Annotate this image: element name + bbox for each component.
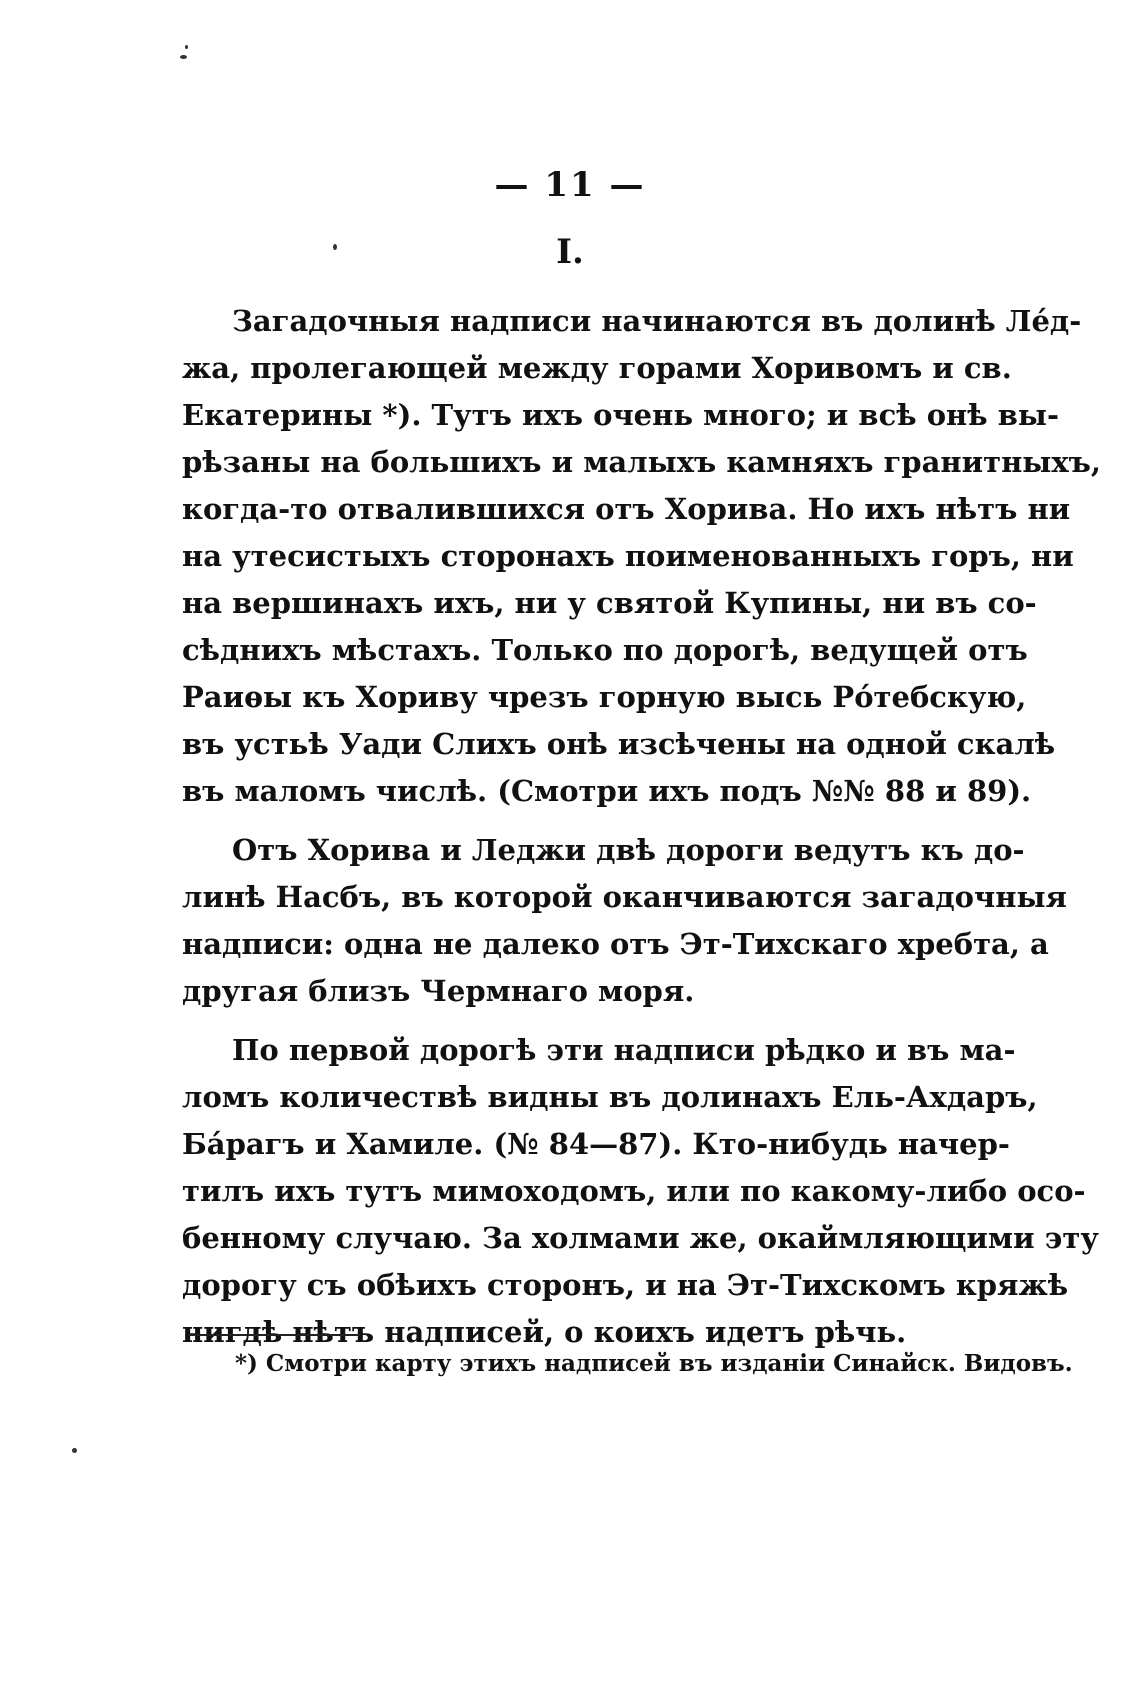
text-line: линѣ Насбъ, въ которой оканчиваются загадочныя: [182, 880, 1067, 914]
text-line: дорогу съ обѣихъ сторонъ, и на Эт-Тихскомъ кряжѣ: [182, 1268, 1069, 1302]
text-line: на утесистыхъ сторонахъ поименованныхъ горъ, ни: [182, 539, 1074, 573]
text-line: на вершинахъ ихъ, ни у святой Купины, ни въ со-: [182, 586, 1037, 620]
scan-speck: [333, 244, 337, 250]
text-line: другая близъ Чермнаго моря.: [182, 974, 695, 1008]
text-line: надписи: одна не далеко отъ Эт-Тихскаго хребта, а: [182, 927, 1049, 961]
text-line: Загадочныя надписи начинаются въ долинѣ Лéд-: [232, 304, 1082, 338]
footnote-rule: [188, 1334, 360, 1336]
scan-speck: [185, 45, 188, 49]
text-line: нигдѣ нѣтъ надписей, о коихъ идетъ рѣчь.: [182, 1315, 907, 1349]
body-text: [182, 298, 1102, 1356]
text-line: По первой дорогѣ эти надписи рѣдко и въ ма-: [232, 1033, 1016, 1067]
text-line: ломъ количествѣ видны въ долинахъ Ель-Ахдаръ,: [182, 1080, 1038, 1114]
text-line: жа, пролегающей между горами Хоривомъ и св.: [182, 351, 1012, 385]
text-line: рѣзаны на большихъ и малыхъ камняхъ гранитныхъ,: [182, 445, 1102, 479]
paragraph-gap: [182, 815, 874, 827]
text-line: бенному случаю. За холмами же, окаймляющими эту: [182, 1221, 1099, 1255]
scan-speck: [72, 1448, 77, 1453]
page-number: — 11 —: [494, 165, 646, 205]
text-line: когда-то отвалившихся отъ Хорива. Но ихъ нѣтъ ни: [182, 492, 1071, 526]
text-line: въ маломъ числѣ. (Смотри ихъ подъ №№ 88 и 89).: [182, 774, 1032, 808]
scan-speck: [180, 55, 187, 59]
text-line: Бáрагъ и Хамиле. (№ 84—87). Кто-нибудь начер-: [182, 1127, 1010, 1161]
paragraph-gap: [182, 1015, 874, 1027]
section-heading: I.: [556, 232, 584, 272]
text-line: Раиѳы къ Хориву чрезъ горную высь Рóтебскую,: [182, 680, 1027, 714]
text-line: сѣднихъ мѣстахъ. Только по дорогѣ, ведущей отъ: [182, 633, 1028, 667]
text-line: въ устьѣ Уади Слихъ онѣ изсѣчены на одной скалѣ: [182, 727, 1056, 761]
footnote: *) Смотри карту этихъ надписей въ изданіи Синайск. Видовъ.: [235, 1350, 1073, 1377]
text-line: тилъ ихъ тутъ мимоходомъ, или по какому-либо осо-: [182, 1174, 1086, 1208]
text-line: Екатерины *). Тутъ ихъ очень много; и всѣ онѣ вы-: [182, 398, 1060, 432]
text-line: Отъ Хорива и Леджи двѣ дороги ведутъ къ до-: [232, 833, 1025, 867]
